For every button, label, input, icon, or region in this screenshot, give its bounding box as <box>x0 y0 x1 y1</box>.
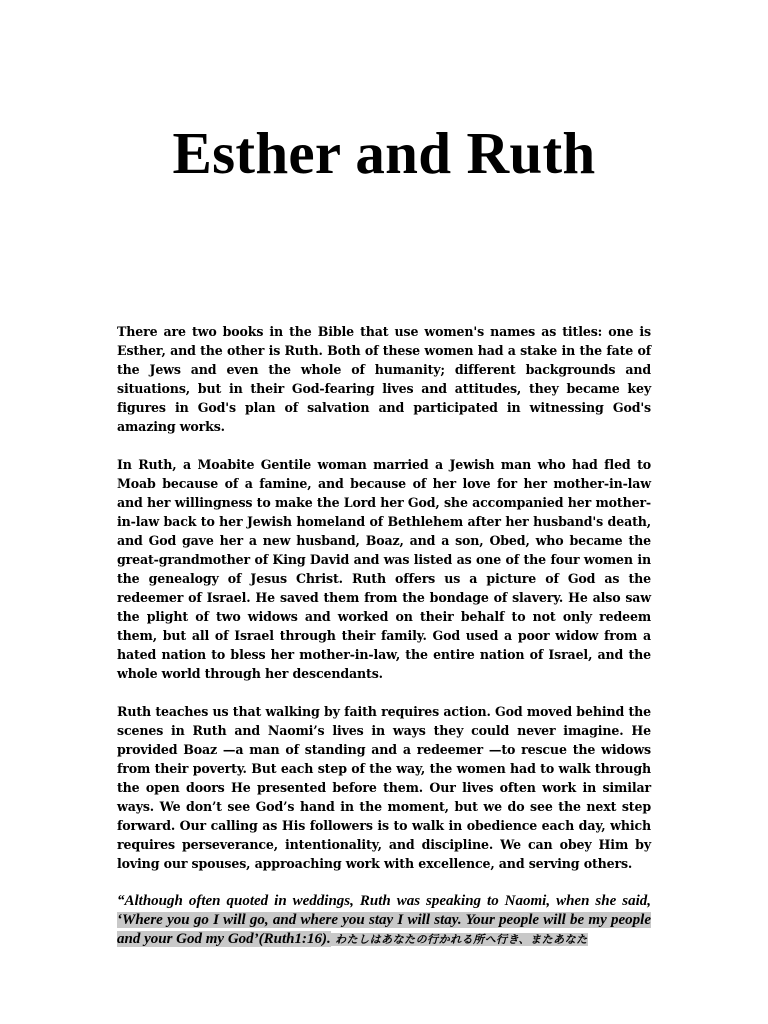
document-body <box>117 322 651 968</box>
paragraph-ruth-story: In Ruth, a Moabite Gentile woman married a Jewish man who had fled to Moab because of a famine, and because of her love for her mother-in-law and her willingness to make the Lord her God, she accompanied her mother-in-law back to her Jewish homeland of Bethlehem after her husband's death, and God gave her a new husband, Boaz, and a son, Obed, who became the great-grandmother of King David and was listed as one of the four women in the genealogy of Jesus Christ. Ruth offers us a picture of God as the redeemer of Israel. He saved them from the bondage of slavery. He also saw the plight of two widows and worked on their behalf to not only redeem them, but all of Israel through their family. God used a poor widow from a hated nation to bless her mother-in-law, the entire nation of Israel, and the whole world through her descendants. <box>117 457 651 681</box>
document-title: Esther and Ruth <box>172 120 596 186</box>
paragraph-intro: There are two books in the Bible that use women's names as titles: one is Esther, and the other is Ruth. Both of these women had a stake in the fate of the Jews and even the whole of humanity; different backgrounds and situations, but in their God-fearing lives and attitudes, they became key figures in God's plan of salvation and participated in witnessing God's amazing works. <box>117 324 651 434</box>
paragraph-quote <box>117 892 651 949</box>
quote-intro: “Although often quoted in weddings, Ruth was speaking to Naomi, when she said, <box>117 893 651 909</box>
paragraph-walking-by-faith: Ruth teaches us that walking by faith requires action. God moved behind the scenes in Ruth and Naomi’s lives in ways they could never imagine. He provided Boaz —a man of standing and a redeemer —to rescue the widows from their poverty. But each step of the way, the women had to walk through the open doors He presented before them. Our lives often work in similar ways. We don’t see God’s hand in the moment, but we do see the next step forward. Our calling as His followers is to walk in obedience each day, which requires perseverance, intentionality, and discipline. We can obey Him by loving our spouses, approaching work with excellence, and serving others. <box>117 704 651 871</box>
quote-highlighted-verse: ‘Where you go I will go, and where you stay I will stay. Your people will be my people and your God my God’(Ruth1:16). <box>117 912 651 947</box>
quote-japanese-text: わたしはあなたの行かれる所へ行き、またあなた <box>330 933 588 946</box>
